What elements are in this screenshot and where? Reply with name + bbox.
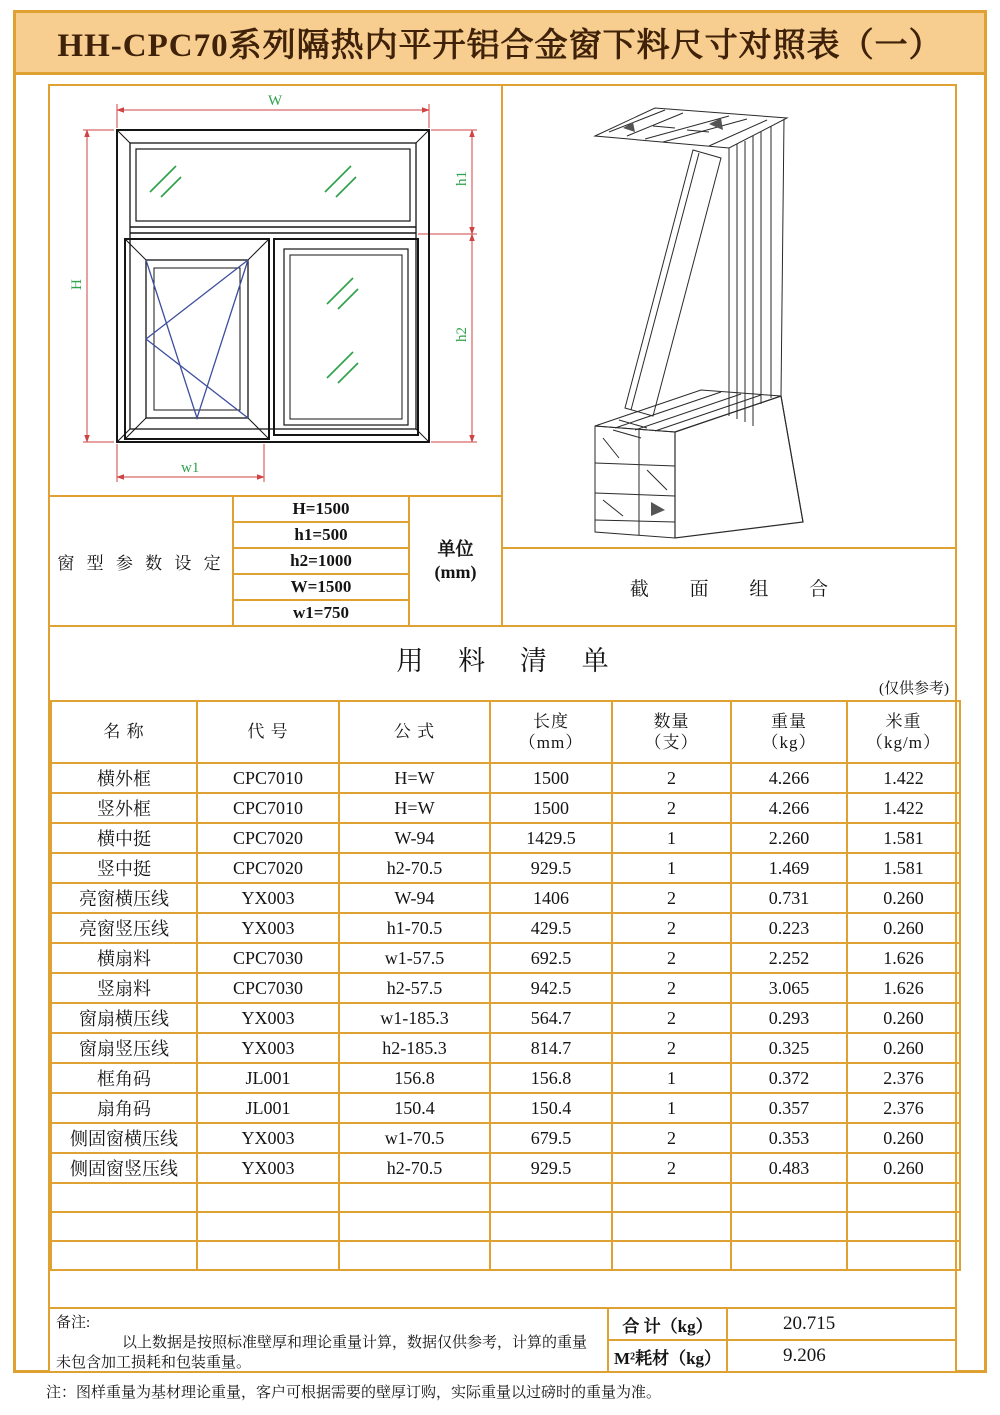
bom-cell: 竖扇料 — [51, 973, 197, 1003]
bom-cell: 1.626 — [847, 943, 960, 973]
bom-empty-cell — [731, 1241, 847, 1270]
bom-cell: 1 — [612, 853, 731, 883]
bom-cell: 侧固窗竖压线 — [51, 1153, 197, 1183]
param-value-h2: h2=1000 — [234, 547, 408, 573]
per-sqm-row — [609, 1339, 955, 1371]
bom-empty-cell — [847, 1212, 960, 1241]
bom-reference-note: (仅供参考) — [879, 681, 949, 697]
total-value: 20.715 — [783, 1313, 836, 1334]
bom-cell: W-94 — [339, 883, 490, 913]
bom-cell: 1.422 — [847, 793, 960, 823]
param-label-text: 窗 型 参 数 设 定 — [57, 553, 225, 573]
bom-row — [51, 853, 960, 883]
bom-cell: 0.357 — [731, 1093, 847, 1123]
bom-cell: 4.266 — [731, 763, 847, 793]
bom-cell: H=W — [339, 763, 490, 793]
bom-cell: 2.260 — [731, 823, 847, 853]
top-section — [50, 86, 955, 627]
totals-box — [609, 1309, 955, 1371]
dim-label-w: W — [268, 93, 283, 109]
bom-cell: 0.260 — [847, 1033, 960, 1063]
bom-cell: 2 — [612, 1123, 731, 1153]
bom-empty-cell — [612, 1212, 731, 1241]
bom-empty-cell — [197, 1241, 339, 1270]
remark-label: 备注: — [56, 1315, 91, 1331]
bom-cell: 679.5 — [490, 1123, 612, 1153]
total-label: 合 计（kg） — [609, 1309, 728, 1339]
bom-empty-cell — [490, 1241, 612, 1270]
param-table-label — [50, 497, 234, 625]
bom-cell: 0.483 — [731, 1153, 847, 1183]
bom-cell: 2 — [612, 973, 731, 1003]
param-value-h1: h1=500 — [234, 521, 408, 547]
window-diagram-panel — [50, 86, 503, 625]
bom-cell: YX003 — [197, 1033, 339, 1063]
bom-cell: 0.372 — [731, 1063, 847, 1093]
bom-cell: 0.260 — [847, 1123, 960, 1153]
bom-cell: YX003 — [197, 1153, 339, 1183]
bom-cell: 0.223 — [731, 913, 847, 943]
bom-cell: CPC7020 — [197, 853, 339, 883]
bom-cell: 1500 — [490, 793, 612, 823]
bom-cell: h2-70.5 — [339, 1153, 490, 1183]
param-values — [234, 497, 410, 625]
bom-cell: 2.252 — [731, 943, 847, 973]
bom-cell: 942.5 — [490, 973, 612, 1003]
summary-band — [50, 1307, 955, 1371]
bom-cell: 2 — [612, 793, 731, 823]
bom-cell: 亮窗横压线 — [51, 883, 197, 913]
bom-cell: CPC7010 — [197, 763, 339, 793]
dim-label-w1: w1 — [181, 460, 200, 476]
param-value-w1: w1=750 — [234, 599, 408, 625]
bom-cell: CPC7030 — [197, 973, 339, 1003]
bom-cell: CPC7020 — [197, 823, 339, 853]
param-unit-line2: (mm) — [434, 562, 477, 582]
bom-cell: 2 — [612, 1003, 731, 1033]
bom-empty-cell — [847, 1241, 960, 1270]
bom-cell: 692.5 — [490, 943, 612, 973]
bom-cell: h2-70.5 — [339, 853, 490, 883]
remark-line2: 未包含加工损耗和包装重量。 — [56, 1355, 252, 1371]
glazing-mark-icon — [150, 166, 358, 383]
bom-cell: 0.353 — [731, 1123, 847, 1153]
bom-cell: CPC7030 — [197, 943, 339, 973]
bom-row — [51, 973, 960, 1003]
bom-cell: 3.065 — [731, 973, 847, 1003]
bom-cell: 2 — [612, 883, 731, 913]
bom-cell: 亮窗竖压线 — [51, 913, 197, 943]
page-footer-note: 注：图样重量为基材理论重量，客户可根据需要的壁厚订购，实际重量以过磅时的重量为准。 — [46, 1385, 662, 1401]
bom-cell: 814.7 — [490, 1033, 612, 1063]
bom-cell: 扇角码 — [51, 1093, 197, 1123]
bom-empty-cell — [197, 1183, 339, 1212]
bom-empty-cell — [490, 1212, 612, 1241]
param-unit — [410, 497, 501, 625]
bom-cell: 150.4 — [339, 1093, 490, 1123]
bom-row — [51, 793, 960, 823]
bom-row — [51, 1153, 960, 1183]
bom-row — [51, 943, 960, 973]
sash-opening-symbol — [146, 260, 248, 418]
bom-empty-cell — [339, 1212, 490, 1241]
bom-cell: JL001 — [197, 1093, 339, 1123]
col-weight-per-meter: 米重 （kg/m） — [847, 701, 960, 763]
bom-header-row — [51, 701, 960, 763]
bom-cell: 窗扇竖压线 — [51, 1033, 197, 1063]
bom-cell: 0.260 — [847, 913, 960, 943]
bom-cell: 1 — [612, 1063, 731, 1093]
bom-empty-cell — [847, 1183, 960, 1212]
bom-cell: H=W — [339, 793, 490, 823]
bom-empty-cell — [731, 1183, 847, 1212]
bom-cell: W-94 — [339, 823, 490, 853]
bom-row — [51, 913, 960, 943]
bom-row — [51, 823, 960, 853]
bom-cell: 2 — [612, 913, 731, 943]
param-table — [50, 495, 501, 625]
bom-cell: 4.266 — [731, 793, 847, 823]
bom-cell: 1 — [612, 823, 731, 853]
window-elevation-diagram — [50, 86, 501, 495]
bom-header — [51, 701, 960, 763]
bom-cell: 150.4 — [490, 1093, 612, 1123]
bom-cell: 横外框 — [51, 763, 197, 793]
bom-cell: 564.7 — [490, 1003, 612, 1033]
bom-title-band — [50, 627, 955, 700]
bom-cell: 横扇料 — [51, 943, 197, 973]
bom-cell: 156.8 — [490, 1063, 612, 1093]
per-sqm-label: M²耗材（kg） — [609, 1341, 728, 1371]
bom-cell: 侧固窗横压线 — [51, 1123, 197, 1153]
section-drawing — [503, 86, 955, 547]
section-label: 截 面 组 合 — [629, 578, 847, 600]
bom-cell: 2 — [612, 943, 731, 973]
title-bar — [13, 10, 987, 75]
bom-empty-row — [51, 1241, 960, 1270]
bom-cell: 929.5 — [490, 1153, 612, 1183]
bom-cell: 框角码 — [51, 1063, 197, 1093]
dim-label-h2: h2 — [454, 327, 470, 342]
bom-cell: 156.8 — [339, 1063, 490, 1093]
bom-cell: 1.422 — [847, 763, 960, 793]
bom-row — [51, 1123, 960, 1153]
total-row — [609, 1309, 955, 1339]
bom-cell: 1.626 — [847, 973, 960, 1003]
bom-empty-cell — [612, 1241, 731, 1270]
bom-cell: 929.5 — [490, 853, 612, 883]
bom-cell: 2 — [612, 763, 731, 793]
col-name: 名 称 — [51, 701, 197, 763]
bom-empty-cell — [51, 1241, 197, 1270]
bom-cell: YX003 — [197, 1123, 339, 1153]
bom-cell: w1-70.5 — [339, 1123, 490, 1153]
bom-cell: 竖外框 — [51, 793, 197, 823]
bom-row — [51, 1063, 960, 1093]
bom-cell: 0.260 — [847, 1153, 960, 1183]
bom-cell: 1.469 — [731, 853, 847, 883]
bom-cell: YX003 — [197, 883, 339, 913]
bom-cell: YX003 — [197, 1003, 339, 1033]
bom-row — [51, 1093, 960, 1123]
bom-empty-row — [51, 1212, 960, 1241]
bom-empty-cell — [339, 1183, 490, 1212]
bom-cell: 1 — [612, 1093, 731, 1123]
bom-cell: 窗扇横压线 — [51, 1003, 197, 1033]
bom-empty-cell — [612, 1183, 731, 1212]
bom-cell: 1406 — [490, 883, 612, 913]
bom-empty-cell — [490, 1183, 612, 1212]
window-frame — [117, 130, 429, 442]
bom-cell: h2-57.5 — [339, 973, 490, 1003]
bom-row — [51, 883, 960, 913]
bom-cell: w1-185.3 — [339, 1003, 490, 1033]
bom-cell: 0.260 — [847, 883, 960, 913]
bom-cell: 1429.5 — [490, 823, 612, 853]
bom-cell: 2.376 — [847, 1063, 960, 1093]
remark-box — [50, 1309, 609, 1371]
bom-title: 用 料 清 单 — [396, 646, 623, 676]
bom-empty-row — [51, 1183, 960, 1212]
bom-row — [51, 1003, 960, 1033]
per-sqm-value: 9.206 — [783, 1345, 826, 1366]
bom-cell: 横中挺 — [51, 823, 197, 853]
param-value-W: W=1500 — [234, 573, 408, 599]
dim-label-h1: h1 — [454, 171, 470, 186]
bom-empty-cell — [197, 1212, 339, 1241]
bom-table — [50, 700, 961, 1271]
bom-cell: 2 — [612, 1033, 731, 1063]
section-panel — [503, 86, 955, 625]
bom-cell: h1-70.5 — [339, 913, 490, 943]
bom-body — [51, 763, 960, 1270]
bom-cell: 2.376 — [847, 1093, 960, 1123]
col-code: 代 号 — [197, 701, 339, 763]
bom-cell: CPC7010 — [197, 793, 339, 823]
bom-row — [51, 763, 960, 793]
col-length: 长度 （mm） — [490, 701, 612, 763]
bom-empty-cell — [731, 1212, 847, 1241]
col-quantity: 数量 （支） — [612, 701, 731, 763]
bom-cell: 2 — [612, 1153, 731, 1183]
bom-cell: 0.260 — [847, 1003, 960, 1033]
param-unit-line1: 单位 — [437, 538, 474, 559]
bom-cell: 0.731 — [731, 883, 847, 913]
bom-cell: h2-185.3 — [339, 1033, 490, 1063]
bom-cell: 429.5 — [490, 913, 612, 943]
page-title: HH-CPC70系列隔热内平开铝合金窗下料尺寸对照表（一） — [57, 28, 943, 64]
bom-cell: JL001 — [197, 1063, 339, 1093]
bom-cell: 竖中挺 — [51, 853, 197, 883]
bom-cell: YX003 — [197, 913, 339, 943]
dim-label-h: H — [69, 279, 85, 290]
main-table — [48, 84, 957, 1373]
remark-line1: 以上数据是按照标准壁厚和理论重量计算，数据仅供参考，计算的重量 — [122, 1335, 588, 1351]
bom-cell: 1.581 — [847, 823, 960, 853]
bom-row — [51, 1033, 960, 1063]
section-label-band — [503, 547, 955, 625]
bom-empty-cell — [51, 1212, 197, 1241]
bom-cell: 0.325 — [731, 1033, 847, 1063]
bom-empty-cell — [51, 1183, 197, 1212]
col-formula: 公 式 — [339, 701, 490, 763]
bom-cell: 1.581 — [847, 853, 960, 883]
param-value-H: H=1500 — [292, 499, 350, 518]
bom-cell: 0.293 — [731, 1003, 847, 1033]
bom-cell: w1-57.5 — [339, 943, 490, 973]
bom-cell: 1500 — [490, 763, 612, 793]
bom-empty-cell — [339, 1241, 490, 1270]
col-weight: 重量 （kg） — [731, 701, 847, 763]
